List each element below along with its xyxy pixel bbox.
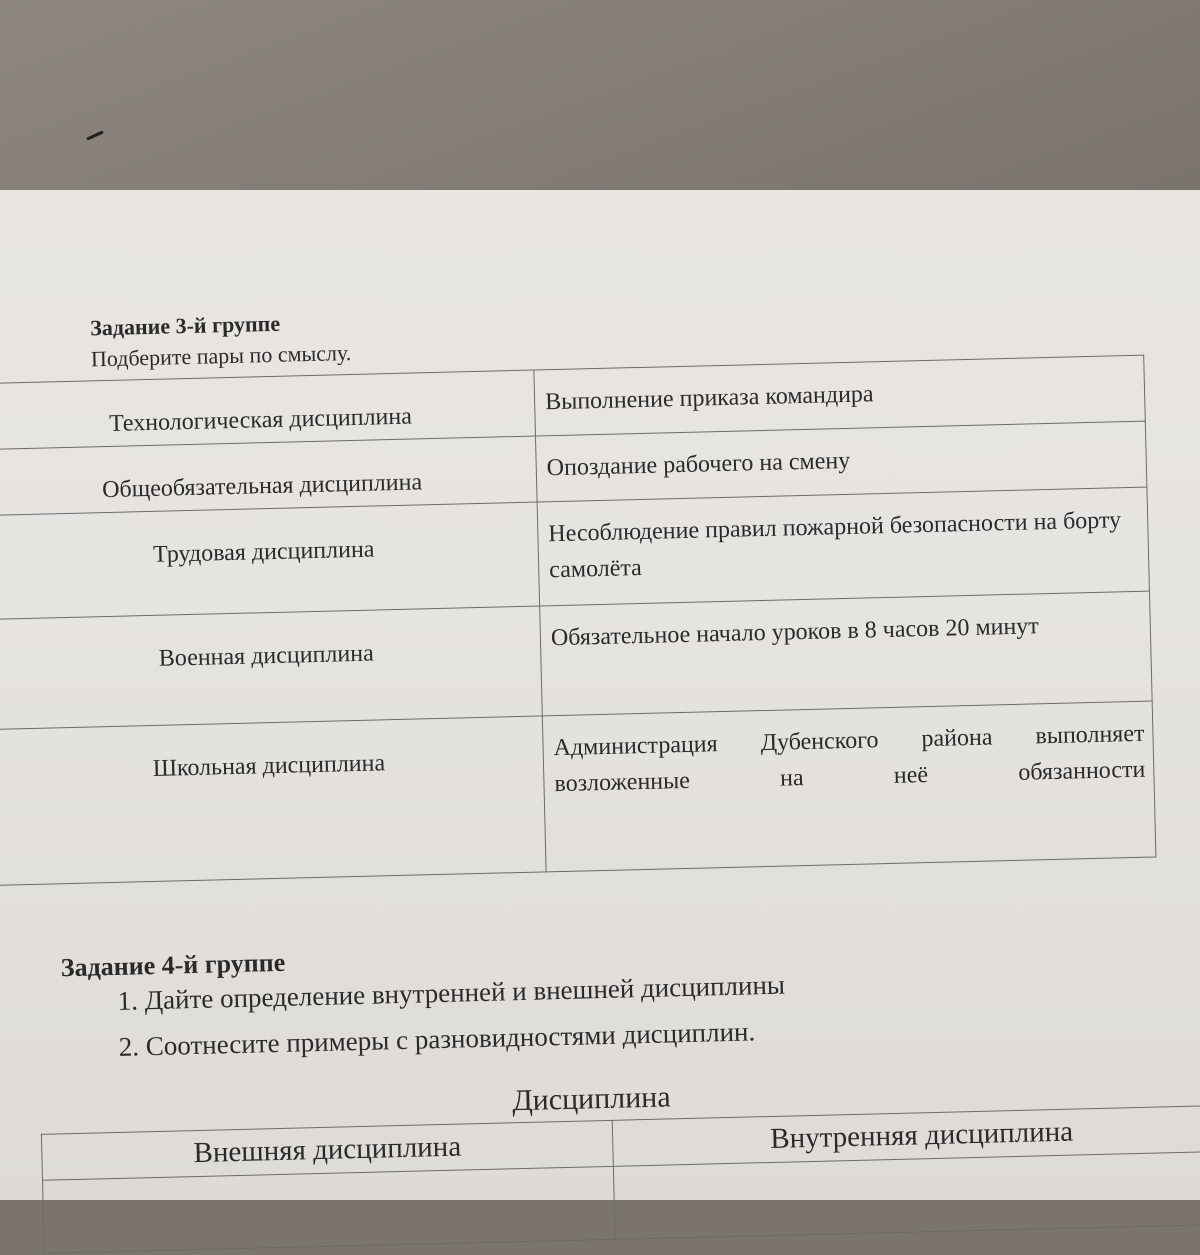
task4-title: Задание 4-й группе	[60, 947, 286, 983]
discipline-cell: Технологическая дисциплина	[0, 370, 535, 449]
example-cell: Опоздание рабочего на смену	[535, 421, 1146, 502]
list-item: 2. Соотнесите примеры с разновидностями дисциплин.	[145, 1008, 786, 1070]
column-header: Внутренняя дисциплина	[612, 1105, 1200, 1166]
discipline-cell: Школьная дисциплина	[0, 716, 546, 885]
column-header: Внешняя дисциплина	[41, 1120, 613, 1180]
task3-title: Задание 3-й группе	[89, 310, 281, 341]
example-cell: Несоблюдение правил пожарной безопасности на борту самолёта	[537, 487, 1149, 606]
discipline-table	[41, 1105, 1200, 1254]
empty-cell	[43, 1166, 616, 1253]
discipline-cell: Трудовая дисциплина	[0, 502, 540, 619]
discipline-cell: Общеобязательная дисциплина	[0, 436, 537, 515]
matching-table	[0, 355, 1156, 886]
task4-list	[106, 962, 787, 1071]
example-cell: Обязательное начало уроков в 8 часов 20 минут	[540, 591, 1153, 716]
empty-cell	[613, 1151, 1200, 1239]
example-cell: Выполнение приказа командира	[534, 355, 1145, 436]
table-caption: Дисциплина	[511, 1080, 671, 1118]
list-item: 1. Дайте определение внутренней и внешней дисциплины	[144, 962, 785, 1024]
task3-instruction: Подберите пары по смыслу.	[90, 340, 352, 372]
discipline-cell: Военная дисциплина	[0, 606, 542, 729]
table-row	[0, 701, 1156, 885]
example-cell: Администрация Дубенского района выполняет возложенные на неё обязанности	[542, 701, 1156, 872]
